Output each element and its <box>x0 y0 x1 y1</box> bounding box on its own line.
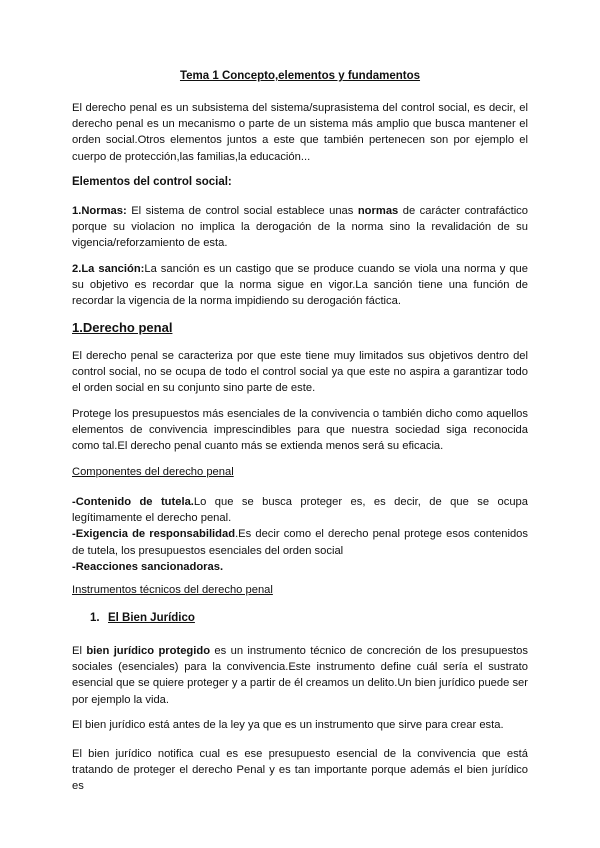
derecho-penal-paragraph-1: El derecho penal se caracteriza por que este tiene muy limitados sus objetivos dentro del control social, no se ocupa de todo el control social ya que este no aspira a garantizar todo el orden social en su conjunto sino parte de este. <box>72 350 528 395</box>
bien-juridico-heading <box>90 612 195 624</box>
componentes-list <box>72 494 528 575</box>
bien-para1-text-b: es un instrumento técnico de concreción de los presupuestos sociales (esenciales) para la convivencia.Este instrumento define cuál sería el sustrato esencial que se quiere proteger y a partir de él creamos un delito.Un bien jurídico puede ser por ejemplo la vida. <box>72 645 528 706</box>
bien-juridico-paragraph-1 <box>72 643 528 708</box>
normas-bold-word: normas <box>357 205 399 217</box>
instrumentos-heading: Instrumentos técnicos del derecho penal <box>72 584 273 596</box>
componente-1-label: -Contenido de tutela. <box>72 496 194 508</box>
bien-para1-text-a: El <box>72 645 87 657</box>
componente-3-label: -Reacciones sancionadoras. <box>72 560 224 573</box>
bien-juridico-paragraph-3: El bien jurídico notifica cual es ese presupuesto esencial de la convivencia que está tratando de proteger el derecho Penal y es tan importante porque además el bien jurídico es <box>72 748 528 793</box>
normas-text-a: El sistema de control social establece unas <box>126 205 358 217</box>
componente-2-text: .Es decir como el derecho penal protege esos contenidos de tutela, los presupuestos esenciales del orden social <box>72 528 528 557</box>
sancion-text: La sanción es un castigo que se produce cuando se viola una norma y que su objetivo es recordar que la norma sigue en vigor.La sanción tiene una función de recordar la vigencia de la norma impidiendo su derogación fáctica. <box>72 263 528 308</box>
section-derecho-penal-heading: 1.Derecho penal <box>72 320 173 335</box>
intro-paragraph: El derecho penal es un subsistema del sistema/suprasistema del control social, es decir, el derecho penal es un mecanismo o parte de un sistema más amplio que busca mantener el orden social.Otros elementos juntos a este que también pertenecen son por ejemplo el cuerpo de protección,las familias,la educación... <box>72 102 528 163</box>
bien-juridico-title: El Bien Jurídico <box>108 612 195 624</box>
componente-1-text: Lo que se busca proteger es, es decir, de que se ocupa legítimamente el derecho penal. <box>72 496 529 525</box>
bien-juridico-paragraph-2: El bien jurídico está antes de la ley ya que es un instrumento que sirve para crear esta. <box>72 719 504 731</box>
bien-juridico-number: 1. <box>90 612 100 624</box>
normas-label: 1.Normas: <box>72 205 127 217</box>
componente-2-label: -Exigencia de responsabilidad <box>72 528 236 541</box>
bien-para1-bold: bien jurídico protegido <box>86 645 211 657</box>
sancion-label: 2.La sanción: <box>72 263 145 275</box>
normas-text-b: de carácter contrafáctico porque su violacion no implica la derogación de la norma sino la revalidación de su vigencia/reforzamiento de esta. <box>72 205 528 250</box>
derecho-penal-paragraph-2: Protege los presupuestos más esenciales de la convivencia o también dicho como aquellos elementos de convivencia imprescindibles para que nuestra sociedad siga reconocida como tal.El derecho penal cuanto más se extienda menos será su eficacia. <box>72 408 528 453</box>
normas-paragraph <box>72 203 528 252</box>
document-title: Tema 1 Concepto,elementos y fundamentos <box>179 70 421 82</box>
componentes-heading: Componentes del derecho penal <box>72 466 234 478</box>
control-social-heading: Elementos del control social: <box>72 176 232 188</box>
sancion-paragraph <box>72 261 528 310</box>
